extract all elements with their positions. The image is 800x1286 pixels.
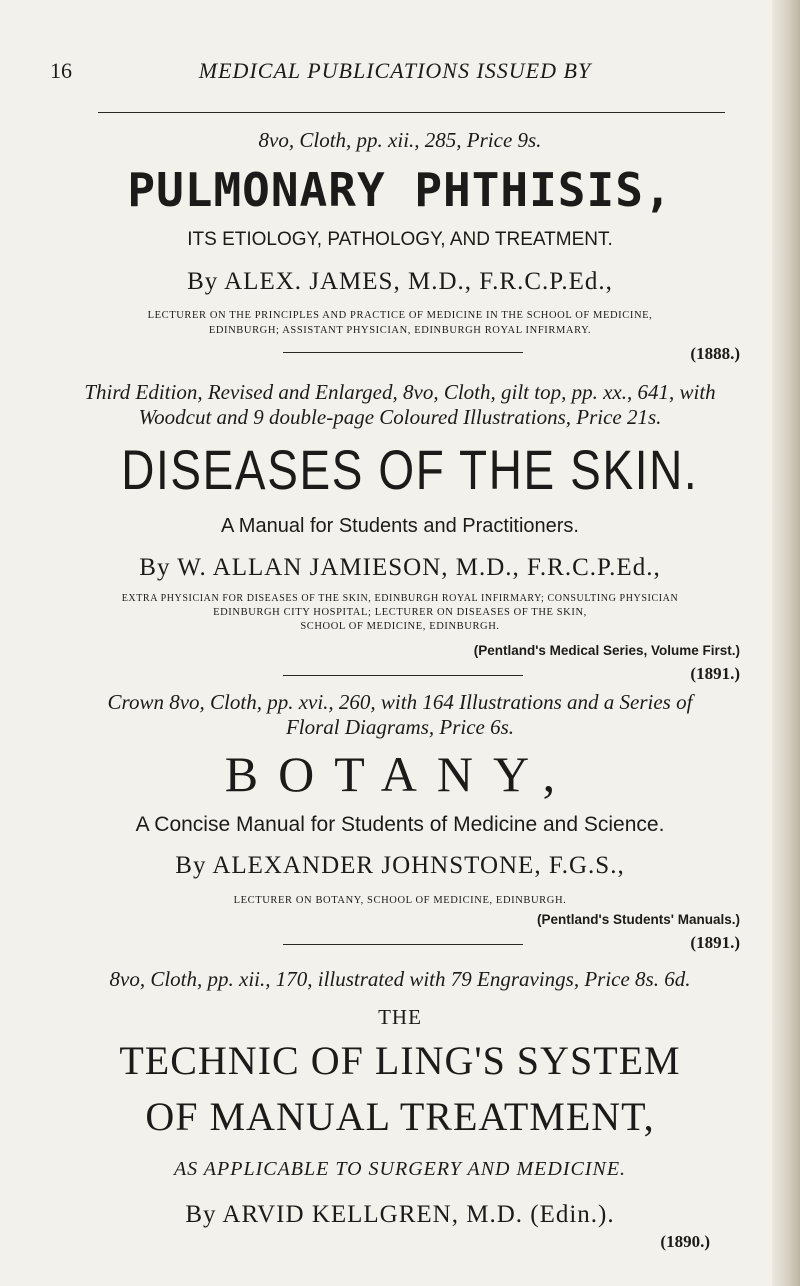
page-binding-shadow: [772, 0, 800, 1286]
header-rule: [98, 112, 725, 113]
entry-4-title-line-2: OF MANUAL TREATMENT,: [145, 1094, 655, 1139]
entry-1-year: (1888.): [690, 344, 740, 363]
running-head: [50, 58, 740, 88]
entry-3-price-text-1: Crown 8vo, Cloth, pp. xvi., 260, with 164 Illustrations and a Series of: [107, 690, 693, 714]
entry-4-price-line: [60, 967, 740, 992]
entry-4-title-line-1: TECHNIC OF LING'S SYSTEM: [119, 1038, 681, 1083]
entry-3-subtitle: A Concise Manual for Students of Medicine and Science.: [135, 813, 665, 836]
entry-3-price-line-2: [60, 715, 740, 740]
entry-1-credential-1: LECTURER ON THE PRINCIPLES AND PRACTICE OF MEDICINE IN THE SCHOOL OF MEDICINE,: [147, 310, 653, 321]
entry-3-title: BOTANY,: [224, 746, 576, 802]
entry-2-price-text-2: Woodcut and 9 double-page Coloured Illustrations, Price 21s.: [138, 405, 662, 429]
entry-2-author: By W. ALLAN JAMIESON, M.D., F.R.C.P.Ed.,: [139, 554, 661, 581]
entry-1-price-line: [60, 128, 740, 153]
entry-2-series: (Pentland's Medical Series, Volume First.): [473, 643, 740, 658]
entry-4-year: (1890.): [660, 1232, 710, 1251]
entry-3-price-line-1: [60, 690, 740, 715]
entry-2-subtitle: A Manual for Students and Practitioners.: [221, 515, 579, 537]
entry-2-price-line-2: [60, 405, 740, 430]
entry-2-price-text-1: Third Edition, Revised and Enlarged, 8vo, Cloth, gilt top, pp. xx., 641, with: [84, 380, 716, 404]
entry-2-price-line-1: [60, 380, 740, 405]
entry-2-credential-1: EXTRA PHYSICIAN FOR DISEASES OF THE SKIN, EDINBURGH ROYAL INFIRMARY; CONSULTING PHYSICIAN: [121, 593, 679, 604]
entry-3-year: (1891.): [690, 933, 740, 952]
entry-1-credential-2: EDINBURGH; ASSISTANT PHYSICIAN, EDINBURGH ROYAL INFIRMARY.: [208, 325, 592, 336]
entry-4-author: By ARVID KELLGREN, M.D. (Edin.).: [185, 1201, 615, 1228]
entry-4-subtitle-text: AS APPLICABLE TO SURGERY AND MEDICINE.: [173, 1158, 627, 1180]
entry-3-author: By ALEXANDER JOHNSTONE, F.G.S.,: [175, 852, 625, 879]
entry-4-price-text: 8vo, Cloth, pp. xii., 170, illustrated with 79 Engravings, Price 8s. 6d.: [109, 967, 691, 991]
entry-3-credential-1: LECTURER ON BOTANY, SCHOOL OF MEDICINE, EDINBURGH.: [233, 895, 567, 906]
running-title: MEDICAL PUBLICATIONS ISSUED BY: [198, 58, 592, 83]
entry-4-pre-title: THE: [378, 1005, 422, 1029]
entry-1-author: By ALEX. JAMES, M.D., F.R.C.P.Ed.,: [187, 268, 613, 295]
page-number: 16: [50, 58, 72, 83]
entry-2-title: DISEASES OF THE SKIN.: [121, 438, 699, 501]
entry-4-subtitle: [60, 1158, 740, 1181]
entry-2-credential-3: SCHOOL OF MEDICINE, EDINBURGH.: [300, 621, 500, 632]
entry-3-series: (Pentland's Students' Manuals.): [537, 912, 740, 927]
entry-2-year: (1891.): [690, 664, 740, 683]
entry-1-subtitle: ITS ETIOLOGY, PATHOLOGY, AND TREATMENT.: [187, 229, 613, 250]
entry-1-title: PULMONARY PHTHISIS,: [127, 163, 673, 217]
entry-3-price-text-2: Floral Diagrams, Price 6s.: [285, 715, 515, 739]
entry-1-price-text: 8vo, Cloth, pp. xii., 285, Price 9s.: [258, 128, 542, 152]
entry-2-credential-2: EDINBURGH CITY HOSPITAL; LECTURER ON DISEASES OF THE SKIN,: [213, 607, 587, 618]
